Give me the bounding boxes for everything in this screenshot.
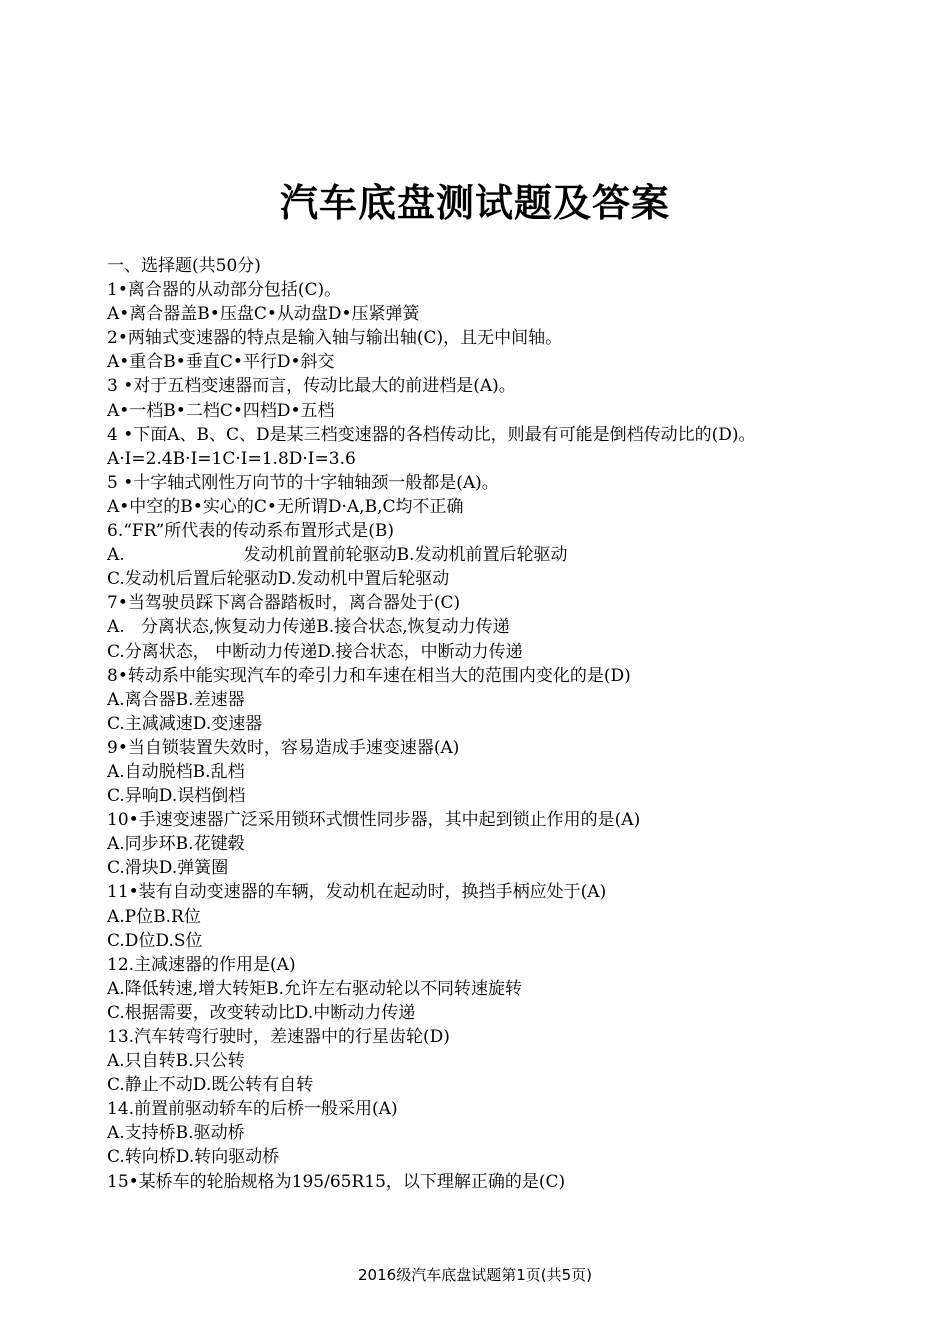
page-title: 汽车底盘测试题及答案 — [279, 181, 670, 225]
text-line: 9•当自锁装置失效时，容易造成手速变速器(A) — [107, 737, 460, 758]
text-line: 10•手速变速器广泛采用锁环式惯性同步器，其中起到锁止作用的是(A) — [107, 810, 641, 831]
question-body — [107, 254, 867, 1194]
text-line: 4 •下面A、B、C、D是某三档变速器的各档传动比，则最有可能是倒档传动比的(D)。 — [107, 424, 756, 445]
text-line: C.根据需要，改变转动比D.中断动力传递 — [107, 1002, 416, 1023]
text-line: 11•装有自动变速器的车辆，发动机在起动时，换挡手柄应处于(A) — [107, 882, 607, 903]
text-line: A•离合器盖B•压盘C•从动盘D•压紧弹簧 — [107, 304, 420, 325]
text-line: 8•转动系中能实现汽车的牵引力和车速在相当大的范围内变化的是(D) — [107, 665, 631, 686]
text-line: C.主减减速D.变速器 — [107, 713, 263, 734]
text-line: A.离合器B.差速器 — [107, 689, 245, 710]
text-line: 5 •十字轴式刚性万向节的十字轴轴颈一般都是(A)。 — [107, 472, 499, 493]
text-line: C.发动机后置后轮驱动D.发动机中置后轮驱动 — [107, 569, 450, 590]
page-footer: 2016级汽车底盘试题第1页(共5页) — [358, 1266, 592, 1284]
text-line: 7•当驾驶员踩下离合器踏板时，离合器处于(C) — [107, 593, 461, 614]
text-line: C.异响D.误档倒档 — [107, 786, 246, 807]
text-line: A•重合B•垂直C•平行D•斜交 — [107, 352, 335, 373]
text-line: A.自动脱档B.乱档 — [107, 761, 245, 782]
text-line: A·I=2.4B·I=1C·I=1.8D·I=3.6 — [107, 448, 356, 469]
text-line: C.滑块D.弹簧圈 — [107, 858, 229, 879]
text-line: C.转向桥D.转向驱动桥 — [107, 1147, 280, 1168]
text-line: A•一档B•二档C•四档D•五档 — [107, 400, 335, 421]
text-line: A.只自转B.只公转 — [107, 1051, 245, 1072]
text-line: 一、选择题(共50分) — [107, 256, 261, 276]
text-line: 14.前置前驱动轿车的后桥一般采用(A) — [107, 1099, 398, 1120]
text-line: A. 发动机前置前轮驱动B.发动机前置后轮驱动 — [107, 545, 568, 566]
text-line: C.分离状态， 中断动力传递D.接合状态，中断动力传递 — [107, 641, 523, 662]
text-line: A.降低转速,增大转矩B.允许左右驱动轮以不同转速旋转 — [107, 978, 522, 999]
text-line: A.P位B.R位 — [107, 906, 201, 927]
text-line: 13.汽车转弯行驶时，差速器中的行星齿轮(D) — [107, 1027, 450, 1047]
text-line: 12.主减速器的作用是(A) — [107, 954, 296, 975]
text-line: A. 分离状态,恢复动力传递B.接合状态,恢复动力传递 — [107, 617, 510, 638]
text-line: 3 •对于五档变速器而言，传动比最大的前进档是(A)。 — [107, 376, 516, 397]
text-line: A.支持桥B.驱动桥 — [107, 1123, 245, 1144]
text-line: 1•离合器的从动部分包括(C)。 — [107, 280, 342, 301]
text-line: A.同步环B.花键毂 — [107, 834, 245, 855]
text-line: 6.“FR”所代表的传动系布置形式是(B) — [107, 521, 395, 542]
text-line: A•中空的B•实心的C•无所谓D·A,B,C均不正确 — [107, 496, 464, 517]
text-line: C.静止不动D.既公转有自转 — [107, 1075, 314, 1096]
text-line: 15•某桥车的轮胎规格为195/65R15，以下理解正确的是(C) — [107, 1171, 566, 1192]
text-line: 2•两轴式变速器的特点是输入轴与输出轴(C)，且无中间轴。 — [107, 328, 563, 349]
text-line: C.D位D.S位 — [107, 930, 203, 951]
